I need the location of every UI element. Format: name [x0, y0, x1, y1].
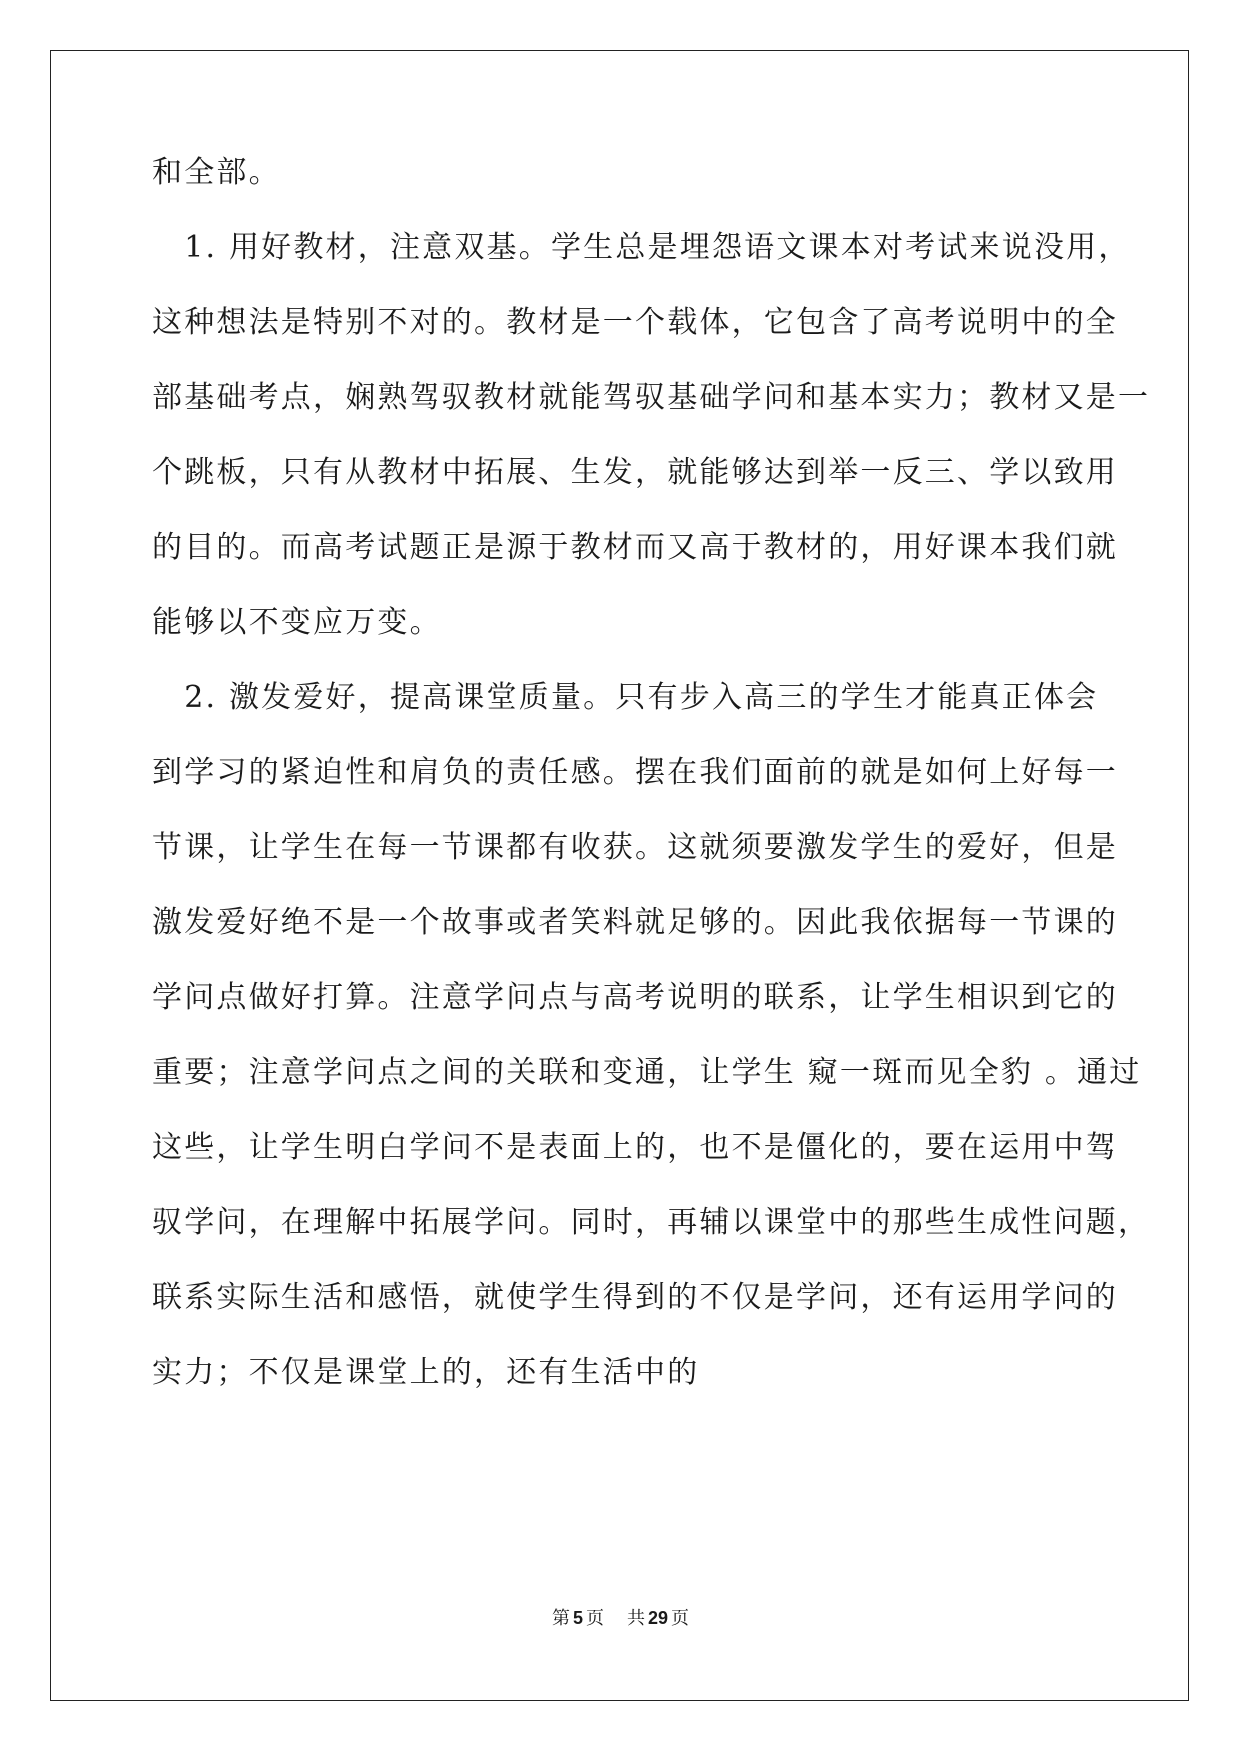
text-line: 的目的。而高考试题正是源于教材而又高于教材的，用好课本我们就: [152, 530, 1118, 565]
text-line: 驭学问，在理解中拓展学问。同时，再辅以课堂中的那些生成性问题，: [152, 1205, 1151, 1240]
text-line: 联系实际生活和感悟，就使学生得到的不仅是学问，还有运用学问的: [152, 1280, 1118, 1315]
page-prefix: 第: [552, 1608, 571, 1629]
text-line: 学问点做好打算。注意学问点与高考说明的联系，让学生相识到它的: [152, 980, 1118, 1015]
text-line: 部基础考点，娴熟驾驭教材就能驾驭基础学问和基本实力；教材又是一: [152, 380, 1151, 415]
text-line: 这些，让学生明白学问不是表面上的，也不是僵化的，要在运用中驾: [152, 1130, 1118, 1165]
text-line: 节课，让学生在每一节课都有收获。这就须要激发学生的爱好，但是: [152, 830, 1118, 865]
total-suffix: 页: [670, 1608, 689, 1629]
total-pages-number: 29: [647, 1608, 668, 1628]
text-line: 和全部。: [152, 155, 281, 190]
text-line: 能够以不变应万变。: [152, 605, 442, 640]
total-prefix: 共: [626, 1608, 645, 1629]
current-page-number: 5: [573, 1608, 584, 1628]
text-line: 这种想法是特别不对的。教材是一个载体，它包含了高考说明中的全: [152, 305, 1118, 340]
text-line: 重要；注意学问点之间的关联和变通，让学生 窥一斑而见全豹 。通过: [152, 1055, 1142, 1090]
text-line: 1. 用好教材，注意双基。学生总是埋怨语文课本对考试来说没用，: [152, 230, 1131, 265]
text-line: 激发爱好绝不是一个故事或者笑料就足够的。因此我依据每一节课的: [152, 905, 1118, 940]
page-border: [50, 50, 1189, 1701]
text-line: 2. 激发爱好，提高课堂质量。只有步入高三的学生才能真正体会: [152, 680, 1099, 715]
page-suffix: 页: [586, 1608, 605, 1629]
text-line: 个跳板，只有从教材中拓展、生发，就能够达到举一反三、学以致用: [152, 455, 1118, 490]
text-line: 实力；不仅是课堂上的，还有生活中的: [152, 1355, 700, 1390]
text-line: 到学习的紧迫性和肩负的责任感。摆在我们面前的就是如何上好每一: [152, 755, 1118, 790]
page-number-footer: [0, 1606, 1241, 1631]
